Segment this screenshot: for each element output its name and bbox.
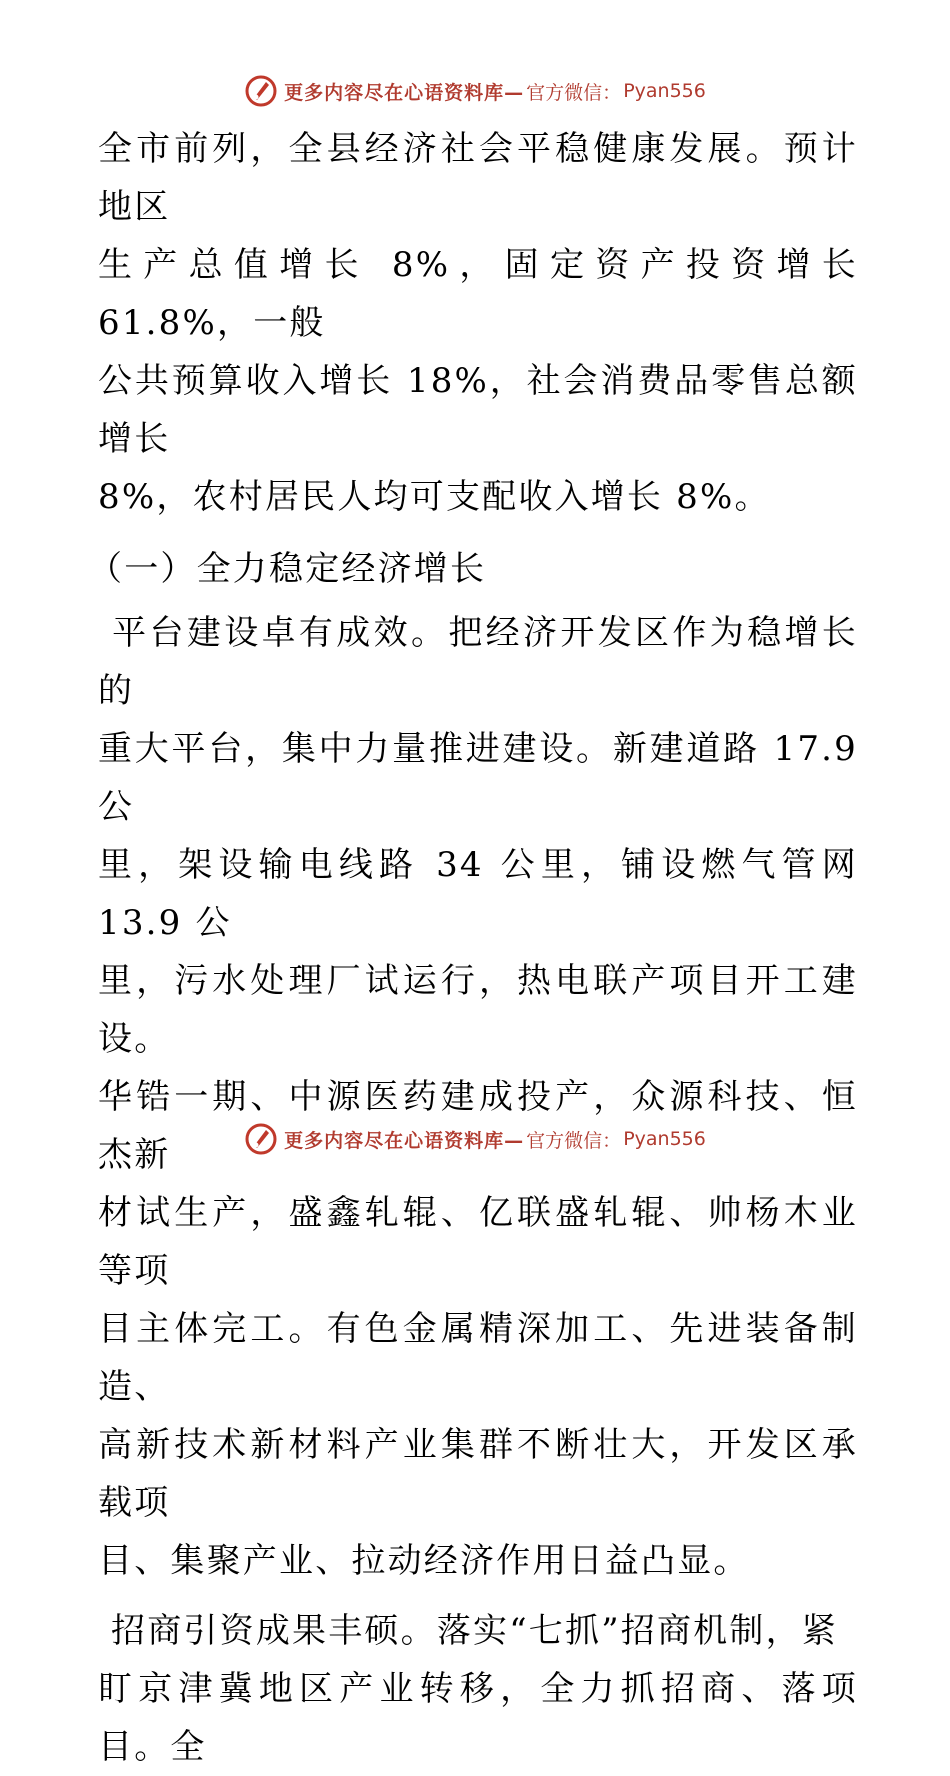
intro-paragraph (98, 120, 872, 526)
platform-paragraph (98, 604, 872, 1590)
watermark-wechat-label: 官方微信： (526, 1129, 622, 1152)
watermark-wechat-id: Pyan556 (623, 80, 706, 102)
investment-line: 盯京津冀地区产业转移，全力抓招商、落项目。全 (98, 1669, 858, 1767)
platform-line: 里，架设输电线路 34 公里，铺设燃气管网 13.9 公 (98, 845, 872, 943)
platform-line: 材试生产，盛鑫轧辊、亿联盛轧辊、帅杨木业等项 (98, 1193, 858, 1291)
platform-line: 目、集聚产业、拉动经济作用日益凸显。 (98, 1541, 750, 1581)
watermark-text: 更多内容尽在心语资料库— (284, 81, 525, 104)
footer-watermark (0, 1122, 950, 1156)
platform-line: 目主体完工。有色金属精深加工、先进装备制造、 (98, 1309, 858, 1407)
watermark-wechat-label: 官方微信： (526, 81, 622, 104)
intro-line: 生产总值增长 8%，固定资产投资增长 61.8%，一般 (98, 245, 872, 343)
paragraph-gap (98, 1590, 858, 1602)
platform-line: 华锆一期、中源医药建成投产，众源科技、恒杰新 (98, 1077, 858, 1175)
platform-line: 里，污水处理厂试运行，热电联产项目开工建设。 (98, 961, 858, 1059)
investment-line: 招商引资成果丰硕。落实“七抓”招商机制，紧 (98, 1611, 838, 1651)
intro-line: 公共预算收入增长 18%，社会消费品零售总额增长 (98, 361, 858, 459)
intro-line: 8%，农村居民人均可支配收入增长 8%。 (98, 477, 771, 517)
watermark-text: 更多内容尽在心语资料库— (284, 1129, 525, 1152)
investment-paragraph (98, 1602, 858, 1776)
platform-line: 平台建设卓有成效。把经济开发区作为稳增长的 (98, 613, 859, 711)
quill-seal-icon (244, 1122, 278, 1156)
platform-line: 重大平台，集中力量推进建设。新建道路 17.9 公 (98, 729, 872, 827)
quill-seal-icon (244, 74, 278, 108)
header-watermark (0, 74, 950, 108)
intro-line: 全市前列，全县经济社会平稳健康发展。预计地区 (98, 129, 858, 227)
platform-line: 高新技术新材料产业集群不断壮大，开发区承载项 (98, 1425, 858, 1523)
watermark-wechat-id: Pyan556 (623, 1128, 706, 1150)
document-body (88, 120, 872, 1776)
section-heading: （一）全力稳定经济增长 (88, 549, 487, 589)
